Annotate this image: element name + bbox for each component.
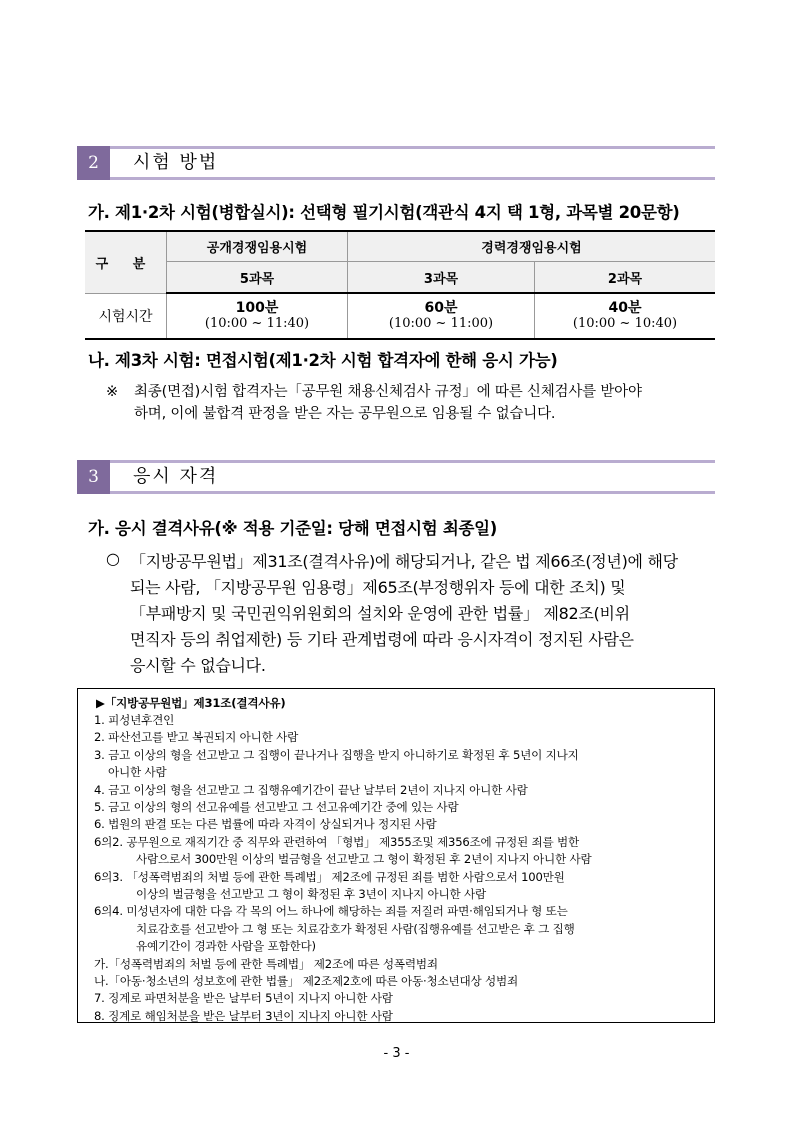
law-excerpt-box bbox=[77, 688, 715, 1023]
law-line: 7. 징계로 파면처분을 받은 날부터 5년이 지나지 아니한 사람 bbox=[94, 991, 393, 1006]
paragraph-line: 면직자 등의 취업제한) 등 기타 관계법령에 따라 응시자격이 정지된 사람은 bbox=[130, 630, 634, 649]
paragraph-line: 응시할 수 없습니다. bbox=[130, 656, 266, 675]
time-range: (10:00 ~ 11:40) bbox=[204, 316, 310, 331]
duration: 40분 bbox=[608, 300, 642, 316]
disqualification-paragraph bbox=[106, 549, 718, 679]
duration: 100분 bbox=[235, 300, 279, 316]
open-competition-header: 공개경쟁임용시험 bbox=[167, 231, 348, 262]
subject-count-career-3: 3과목 bbox=[348, 262, 535, 294]
law-box-title: ▶「지방공무원법」제31조(결격사유) bbox=[96, 696, 286, 710]
law-line: 이상의 벌금형을 선고받고 그 형이 확정된 후 3년이 지나지 아니한 사람 bbox=[136, 887, 487, 901]
heading-written-exam: 가. 제1·2차 시험(병합실시): 선택형 필기시험(객관식 4지 택 1형, 과목별 20문항) bbox=[88, 203, 680, 222]
note-line: 최종(면접)시험 합격자는「공무원 채용신체검사 규정」에 따른 신체검사를 받아야 bbox=[134, 384, 642, 400]
section-3-header bbox=[77, 460, 715, 494]
note-mark: ※ bbox=[106, 384, 118, 400]
law-line: 4. 금고 이상의 형을 선고받고 그 집행유예기간이 끝난 날부터 2년이 지나지 아니한 사람 bbox=[94, 782, 528, 797]
law-line: 6의3. 「성폭력범죄의 처벌 등에 관한 특례법」 제2조에 규정된 죄를 범한 사람으로서 100만원 bbox=[94, 869, 565, 884]
section-2-header bbox=[77, 146, 715, 180]
duration: 60분 bbox=[424, 300, 458, 316]
law-line: 3. 금고 이상의 형을 선고받고 그 집행이 끝나거나 집행을 받지 아니하기로 확정된 후 5년이 지나지 bbox=[94, 747, 579, 762]
law-line: 가.「성폭력범죄의 처벌 등에 관한 특례법」 제2조에 따른 성폭력범죄 bbox=[94, 956, 438, 971]
exam-time-career-2 bbox=[535, 293, 716, 339]
time-range: (10:00 ~ 11:00) bbox=[388, 316, 494, 331]
law-line: 5. 금고 이상의 형의 선고유예를 선고받고 그 선고유예기간 중에 있는 사람 bbox=[94, 800, 459, 814]
career-competition-header: 경력경쟁임용시험 bbox=[348, 231, 716, 262]
heading-disqualification: 가. 응시 결격사유(※ 적용 기준일: 당해 면접시험 최종일) bbox=[88, 519, 498, 538]
section-title: 응시 자격 bbox=[133, 466, 219, 487]
law-line: 나.「아동·청소년의 성보호에 관한 법률」 제2조제2호에 따른 아동·청소년대상 성범죄 bbox=[94, 974, 518, 988]
law-line: 사람으로서 300만원 이상의 벌금형을 선고받고 그 형이 확정된 후 2년이 지나지 아니한 사람 bbox=[136, 852, 592, 867]
law-line: 1. 피성년후견인 bbox=[94, 713, 175, 727]
paragraph-bullet: ○ bbox=[106, 549, 120, 568]
heading-interview: 나. 제3차 시험: 면접시험(제1·2차 시험 합격자에 한해 응시 가능) bbox=[88, 351, 558, 370]
note-line: 하며, 이에 불합격 판정을 받은 자는 공무원으로 임용될 수 없습니다. bbox=[134, 406, 556, 422]
law-line: 6의4. 미성년자에 대한 다음 각 목의 어느 하나에 해당하는 죄를 저질러 파면·해임되거나 형 또는 bbox=[94, 904, 568, 919]
paragraph-line: 「지방공무원법」제31조(결격사유)에 해당되거나, 같은 법 제66조(정년)에 해당 bbox=[130, 552, 678, 571]
exam-time-table bbox=[85, 230, 715, 340]
subject-count-open: 5과목 bbox=[167, 262, 348, 294]
time-range: (10:00 ~ 10:40) bbox=[572, 316, 678, 331]
medical-check-note bbox=[106, 382, 718, 426]
table-gubun-cell: 구 분 bbox=[85, 231, 167, 293]
paragraph-line: 되는 사람, 「지방공무원 임용령」제65조(부정행위자 등에 대한 조치) 및 bbox=[130, 578, 626, 597]
law-line: 유예기간이 경과한 사람을 포함한다) bbox=[136, 939, 316, 954]
section-number: 3 bbox=[77, 460, 110, 494]
exam-time-open bbox=[167, 293, 348, 339]
law-line: 치료감호를 선고받아 그 형 또는 치료감호가 확정된 사람(집행유예를 선고받은 후 그 집행 bbox=[136, 921, 575, 936]
exam-time-career-3 bbox=[348, 293, 535, 339]
subject-count-career-2: 2과목 bbox=[535, 262, 716, 294]
law-line: 8. 징계로 해임처분을 받은 날부터 3년이 지나지 아니한 사람 bbox=[94, 1008, 393, 1023]
section-title: 시험 방법 bbox=[133, 152, 219, 173]
exam-time-label: 시험시간 bbox=[85, 293, 167, 339]
paragraph-line: 「부패방지 및 국민권익위원회의 설치와 운영에 관한 법률」 제82조(비위 bbox=[130, 604, 630, 623]
section-number: 2 bbox=[77, 146, 110, 180]
law-line: 2. 파산선고를 받고 복권되지 아니한 사람 bbox=[94, 730, 299, 745]
law-line: 6. 법원의 판결 또는 다른 법률에 따라 자격이 상실되거나 정지된 사람 bbox=[94, 817, 437, 832]
law-line: 6의2. 공무원으로 재직기간 중 직무와 관련하여 「형법」 제355조및 제356조에 규정된 죄를 범한 bbox=[94, 834, 580, 849]
page-number: - 3 - bbox=[383, 1046, 410, 1061]
law-line: 아니한 사람 bbox=[108, 765, 167, 780]
